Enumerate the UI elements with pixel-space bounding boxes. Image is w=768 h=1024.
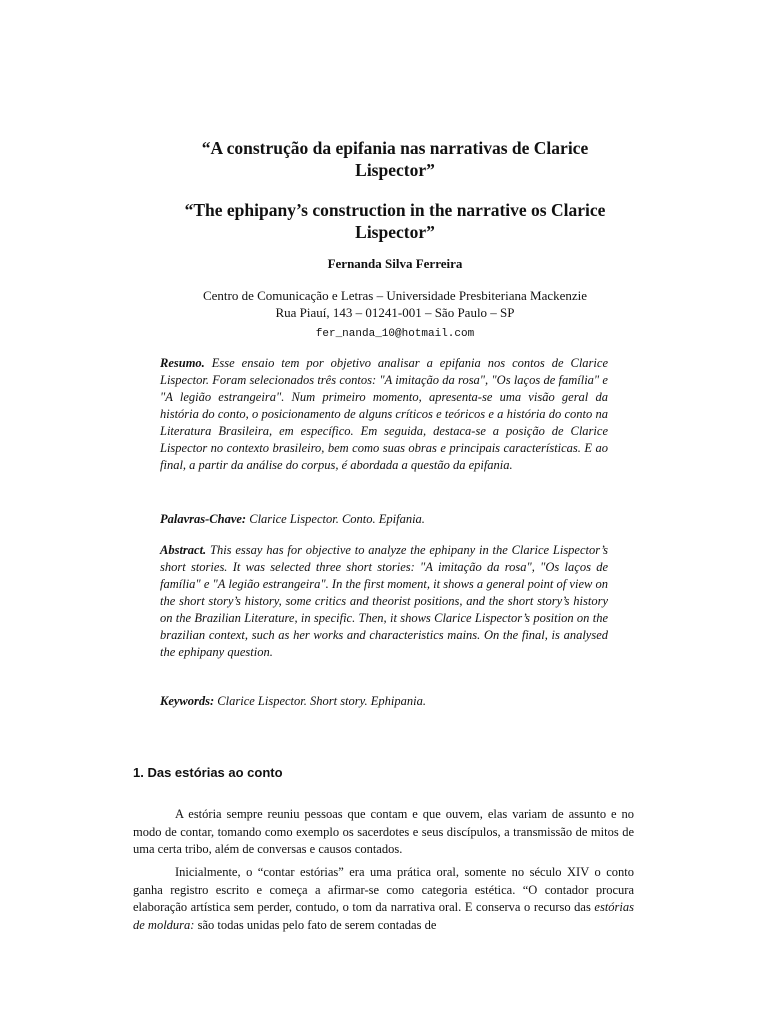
body-paragraph-1: A estória sempre reuniu pessoas que contam e que ouvem, elas variam de assunto e no modo de contar, tomando como exemplo os sacerdotes e seus discípulos, a transmissão de mitos de uma certa tribo, além de conversas e causos contados. [133, 807, 634, 856]
palavras-chave-block [160, 511, 608, 528]
abstract-text: This essay has for objective to analyze the ephipany in the Clarice Lispector’s short stories. It was selected three short stories: "A imitação da rosa", "Os laços de família" e "A legião estrangeira". In the first moment, it shows a general point of view on the short story’s history, some critics and theorist positions, and the short story’s history on the Brazilian Literature, in specific. Then, it shows Clarice Lispector’s position on the brazilian context, such as her works and characteristics mains. On the final, is analysed the ephipany question. [160, 543, 608, 659]
abstract-block [160, 542, 608, 661]
keywords-text: Clarice Lispector. Short story. Ephipania. [214, 694, 426, 708]
keywords-block [160, 693, 608, 710]
resumo-label: Resumo. [160, 356, 205, 370]
palavras-chave-text: Clarice Lispector. Conto. Epifania. [246, 512, 425, 526]
body-paragraph-2-emphasis: estórias de moldura: [133, 900, 634, 932]
keywords-label: Keywords: [160, 694, 215, 708]
palavras-chave-label: Palavras-Chave: [160, 512, 247, 526]
abstract-label: Abstract. [160, 543, 207, 557]
author-email[interactable]: fer_nanda_10@hotmail.com [315, 328, 475, 340]
title-english: “The ephipany’s construction in the narrative os Clarice Lispector” [184, 200, 606, 242]
resumo-text: Esse ensaio tem por objetivo analisar a epifania nos contos de Clarice Lispector. Foram selecionados três contos: "A imitação da rosa", "Os laços de família" e "A legião estrangeira". Num primeiro momento, apresenta-se uma visão geral da história do conto, o posicionamento de alguns críticos e teóricos e a história do conto na Literatura Brasileira, em específico. Em seguida, destaca-se a posição de Clarice Lispector no contexto brasileiro, bem como suas obras e principais características. E ao final, a partir da análise do corpus, é abordada a questão da epifania. [160, 356, 608, 472]
title-portuguese: “A construção da epifania nas narrativas de Clarice Lispector” [201, 138, 589, 180]
resumo-block [160, 355, 608, 474]
body-paragraph-2-text-a: Inicialmente, o “contar estórias” era uma prática oral, somente no século XIV o conto ganha registro escrito e começa a afirmar-se como categoria estética. “O contador procura elaboração artística sem perder, contudo, o tom da narrativa oral. E conserva o recurso das [133, 865, 634, 914]
affiliation-institution: Centro de Comunicação e Letras – Universidade Presbiteriana Mackenzie [202, 288, 588, 303]
body-paragraph-2-text-b: são todas unidas pelo fato de serem contadas de [194, 917, 437, 932]
section-heading: 1. Das estórias ao conto [133, 765, 283, 780]
body-paragraph-2 [133, 864, 634, 934]
affiliation-address: Rua Piauí, 143 – 01241-001 – São Paulo – SP [275, 305, 515, 320]
author-name: Fernanda Silva Ferreira [327, 256, 463, 271]
